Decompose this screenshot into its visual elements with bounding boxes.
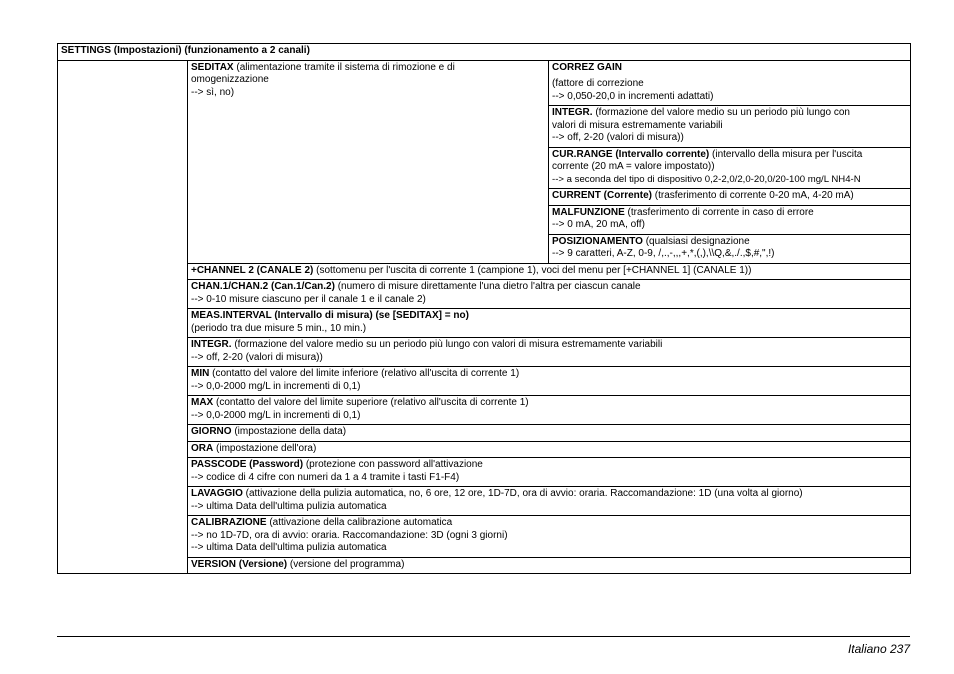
row-key: CALIBRAZIONE (191, 517, 267, 528)
row-max (188, 396, 911, 425)
row-key: MIN (191, 368, 210, 379)
sub-row-malfunzione (549, 205, 911, 234)
row-desc: (formazione del valore medio su un periodo più lungo con valori di misura estremamente variabili (231, 339, 663, 350)
sub-key: CORREZ GAIN (552, 61, 622, 73)
sub-key: CURRENT (Corrente) (552, 190, 652, 201)
row-line: --> ultima Data dell'ultima pulizia automatica (191, 542, 387, 553)
settings-table (57, 43, 911, 574)
seditax-values: --> sì, no) (191, 86, 235, 98)
sub-desc: (intervallo della misura per l'uscita (709, 148, 863, 160)
sub-line: --> 9 caratteri, A-Z, 0-9, /,.,-,,,+,*,(,),\\Q,&,./.,$,#,",!) (552, 248, 775, 259)
sub-desc: (trasferimento di corrente in caso di errore (624, 206, 814, 218)
row-channel-2 (188, 263, 911, 280)
sub-key: CUR.RANGE (Intervallo corrente) (552, 148, 710, 160)
sub-desc: (trasferimento di corrente 0-20 mA, 4-20 mA) (652, 190, 854, 201)
row-desc: (protezione con password all'attivazione (303, 459, 483, 470)
row-integr (188, 338, 911, 367)
sub-desc: (formazione del valore medio su un periodo più lungo con (592, 107, 850, 118)
row-line: --> 0,0-2000 mg/L in incrementi di 0,1) (191, 409, 361, 421)
seditax-desc: (alimentazione tramite il sistema di rimozione e di (233, 61, 455, 73)
row-line: --> 0,0-2000 mg/L in incrementi di 0,1) (191, 380, 361, 392)
row-key: CHAN.1/CHAN.2 (Can.1/Can.2) (191, 281, 335, 292)
row-desc: (attivazione della pulizia automatica, no, 6 ore, 12 ore, 1D-7D, ora di avvio: oraria. Raccomandazione: 1D (una volta al giorno) (242, 488, 803, 499)
row-chan1-chan2 (188, 280, 911, 309)
row-line: --> off, 2-20 (valori di misura)) (191, 351, 323, 363)
row-line: (periodo tra due misure 5 min., 10 min.) (191, 322, 367, 334)
empty-left-column (58, 60, 188, 574)
row-desc: (impostazione della data) (231, 426, 347, 437)
row-calibrazione (188, 516, 911, 558)
row-version (188, 557, 911, 574)
row-passcode (188, 458, 911, 487)
table-header: SETTINGS (Impostazioni) (funzionamento a 2 canali) (58, 44, 911, 61)
sub-line: --> off, 2-20 (valori di misura)) (552, 132, 684, 143)
sub-line: corrente (20 mA = valore impostato)) (552, 161, 715, 172)
row-line: --> 0-10 misure ciascuno per il canale 1 e il canale 2) (191, 293, 426, 305)
row-line: --> ultima Data dell'ultima pulizia automatica (191, 500, 387, 512)
row-giorno (188, 425, 911, 442)
sub-key: POSIZIONAMENTO (552, 235, 643, 247)
sub-line: --> a seconda del tipo di dispositivo 0,2-2,0/2,0-20,0/20-100 mg/L NH4-N (552, 173, 861, 185)
row-meas-interval (188, 309, 911, 338)
sub-line: --> 0,050-20,0 in incrementi adattati) (552, 90, 714, 102)
row-key: PASSCODE (Password) (191, 459, 304, 470)
page-number: Italiano 237 (847, 642, 910, 656)
seditax-key: SEDITAX (191, 61, 234, 73)
row-ora (188, 441, 911, 458)
row-key: INTEGR. (191, 339, 232, 350)
sub-line: valori di misura estremamente variabili (552, 119, 723, 131)
row-key: MEAS.INTERVAL (Intervallo di misura) (se [SEDITAX] = no) (191, 310, 469, 321)
row-key: +CHANNEL 2 (CANALE 2) (191, 264, 314, 276)
footer-divider (57, 636, 910, 637)
row-line: --> no 1D-7D, ora di avvio: oraria. Raccomandazione: 3D (ogni 3 giorni) (191, 529, 508, 541)
row-key: GIORNO (191, 426, 232, 437)
sub-line: (fattore di correzione (552, 78, 644, 89)
sub-line: --> 0 mA, 20 mA, off) (552, 219, 645, 230)
row-key: LAVAGGIO (191, 488, 243, 499)
seditax-desc-cont: omogenizzazione (191, 74, 269, 85)
row-desc: (sottomenu per l'uscita di corrente 1 (campione 1), voci del menu per [+CHANNEL 1] (CANALE 1)) (313, 264, 752, 276)
row-desc: (contatto del valore del limite superiore (relativo all'uscita di corrente 1) (213, 397, 529, 408)
sub-row-posizionamento (549, 234, 911, 263)
row-lavaggio (188, 487, 911, 516)
row-key: MAX (191, 397, 214, 408)
sub-row-integr (549, 106, 911, 148)
sub-key: INTEGR. (552, 107, 593, 118)
sub-key: MALFUNZIONE (552, 206, 625, 218)
seditax-cell (188, 60, 549, 263)
sub-desc: (qualsiasi designazione (642, 235, 750, 247)
row-desc: (attivazione della calibrazione automatica (266, 517, 453, 528)
row-desc: (contatto del valore del limite inferiore (relativo all'uscita di corrente 1) (209, 368, 520, 379)
row-desc: (versione del programma) (287, 558, 405, 570)
sub-row-correz-gain (549, 60, 911, 106)
row-line: --> codice di 4 cifre con numeri da 1 a 4 tramite i tasti F1-F4) (191, 471, 460, 483)
row-desc: (impostazione dell'ora) (213, 442, 317, 454)
row-desc: (numero di misure direttamente l'una dietro l'altra per ciascun canale (334, 281, 641, 292)
row-min (188, 367, 911, 396)
sub-row-current (549, 189, 911, 206)
row-key: ORA (191, 442, 214, 454)
sub-row-cur-range (549, 147, 911, 189)
row-key: VERSION (Versione) (191, 558, 288, 570)
